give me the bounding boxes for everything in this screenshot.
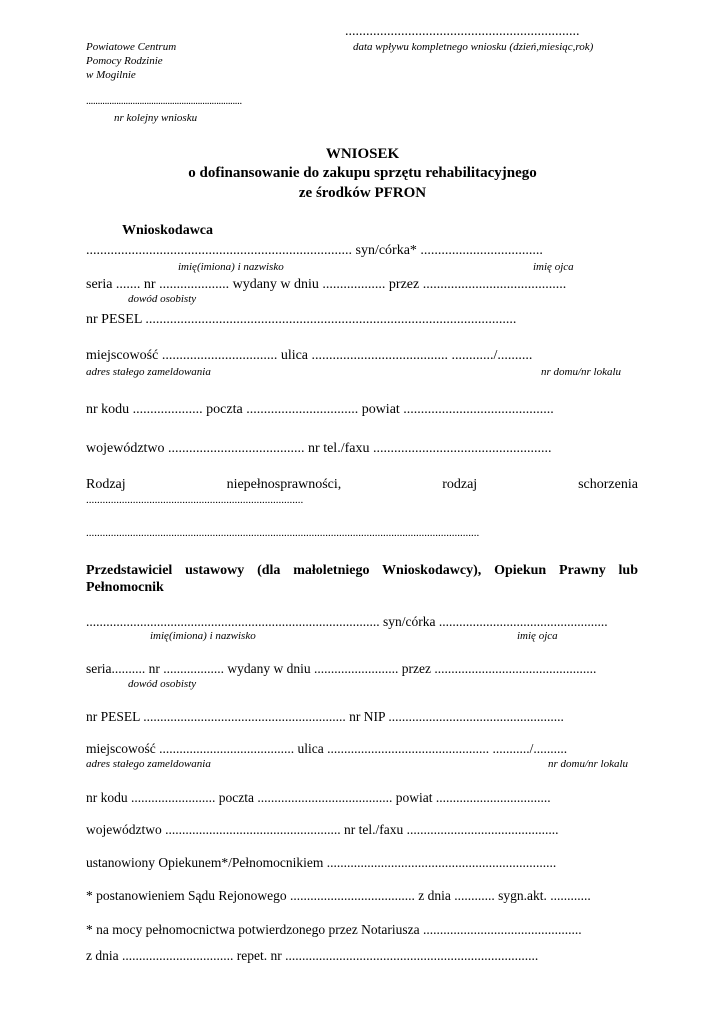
representative-province-field[interactable]: województwo .................................................... nr tel./faxu .............................................: [86, 822, 559, 837]
applicant-father-caption: imię ojca: [533, 261, 574, 273]
office-name-line2: Pomocy Rodzinie: [86, 55, 163, 67]
court-decision-field[interactable]: * postanowieniem Sądu Rejonowego ..................................... z dnia ............ sygn.akt. ............: [86, 888, 591, 903]
title-line3: ze środków PFRON: [298, 185, 427, 201]
disability-field-1[interactable]: ...............................................................................: [86, 494, 304, 506]
representative-house-caption: nr domu/nr lokalu: [548, 758, 629, 770]
disability-word-1: Rodzaj: [86, 477, 126, 492]
applicant-postal-field[interactable]: nr kodu .................... poczta ................................ powiat ...........................................: [86, 402, 554, 417]
representative-heading-line2: Pełnomocnik: [86, 580, 164, 595]
representative-address-caption: adres stałego zameldowania: [86, 758, 211, 770]
office-name-line3: w Mogilnie: [86, 69, 136, 81]
applicant-pesel-field[interactable]: nr PESEL ..........................................................................................................: [86, 312, 517, 327]
application-number-caption: nr kolejny wniosku: [114, 112, 198, 124]
date-received-field[interactable]: ...................................................................: [345, 24, 580, 39]
representative-pesel-nip-field[interactable]: nr PESEL ............................................................ nr NIP ....................................................: [86, 709, 564, 724]
applicant-address-field[interactable]: miejscowość ................................. ulica ....................................... ............/..........: [86, 348, 533, 363]
date-received-caption: data wpływu kompletnego wniosku (dzień,miesiąc,rok): [353, 41, 594, 53]
applicant-name-caption: imię(imiona) i nazwisko: [178, 261, 284, 273]
applicant-address-caption: adres stałego zameldowania: [86, 366, 211, 378]
repet-number-field[interactable]: z dnia ................................. repet. nr ...........................................................................: [86, 948, 539, 963]
applicant-house-caption: nr domu/nr lokalu: [541, 366, 622, 378]
disability-word-3: rodzaj: [442, 477, 478, 492]
representative-father-caption: imię ojca: [517, 630, 558, 642]
title-line2: o dofinansowanie do zakupu sprzętu rehabilitacyjnego: [188, 165, 537, 181]
applicant-province-field[interactable]: województwo ....................................... nr tel./faxu ...................................................: [86, 441, 552, 456]
title-line1: WNIOSEK: [325, 146, 400, 162]
applicant-id-caption: dowód osobisty: [128, 293, 197, 305]
notary-power-field[interactable]: * na mocy pełnomocnictwa potwierdzonego przez Notariusza ...............................................: [86, 922, 582, 937]
applicant-id-field[interactable]: seria ....... nr .................... wydany w dniu .................. przez .........................................: [86, 277, 567, 292]
disability-word-4: schorzenia: [578, 477, 638, 492]
representative-name-caption: imię(imiona) i nazwisko: [150, 630, 256, 642]
applicant-heading: Wnioskodawca: [122, 223, 214, 238]
representative-name-field[interactable]: ....................................................................................... syn/córka ..................................................: [86, 614, 608, 629]
representative-address-field[interactable]: miejscowość ........................................ ulica ................................................ .........../..........: [86, 741, 568, 756]
applicant-name-field[interactable]: ............................................................................ syn/córka* ...................................: [86, 243, 543, 258]
guardian-appointment-field[interactable]: ustanowiony Opiekunem*/Pełnomocnikiem ....................................................................: [86, 855, 557, 870]
application-number-field[interactable]: ...................................................................: [86, 96, 242, 107]
disability-word-2: niepełnosprawności,: [226, 477, 342, 492]
office-name-line1: Powiatowe Centrum: [86, 41, 177, 53]
representative-id-field[interactable]: seria.......... nr .................. wydany w dniu ......................... przez ................................................: [86, 661, 597, 676]
disability-field-2[interactable]: ...............................................................................................................................................: [86, 527, 480, 539]
representative-postal-field[interactable]: nr kodu ......................... poczta ........................................ powiat ..................................: [86, 790, 551, 805]
representative-heading-line1: Przedstawiciel ustawowy (dla małoletniego Wnioskodawcy), Opiekun Prawny lub: [86, 563, 638, 578]
disability-label-row: [86, 477, 638, 493]
representative-id-caption: dowód osobisty: [128, 678, 197, 690]
